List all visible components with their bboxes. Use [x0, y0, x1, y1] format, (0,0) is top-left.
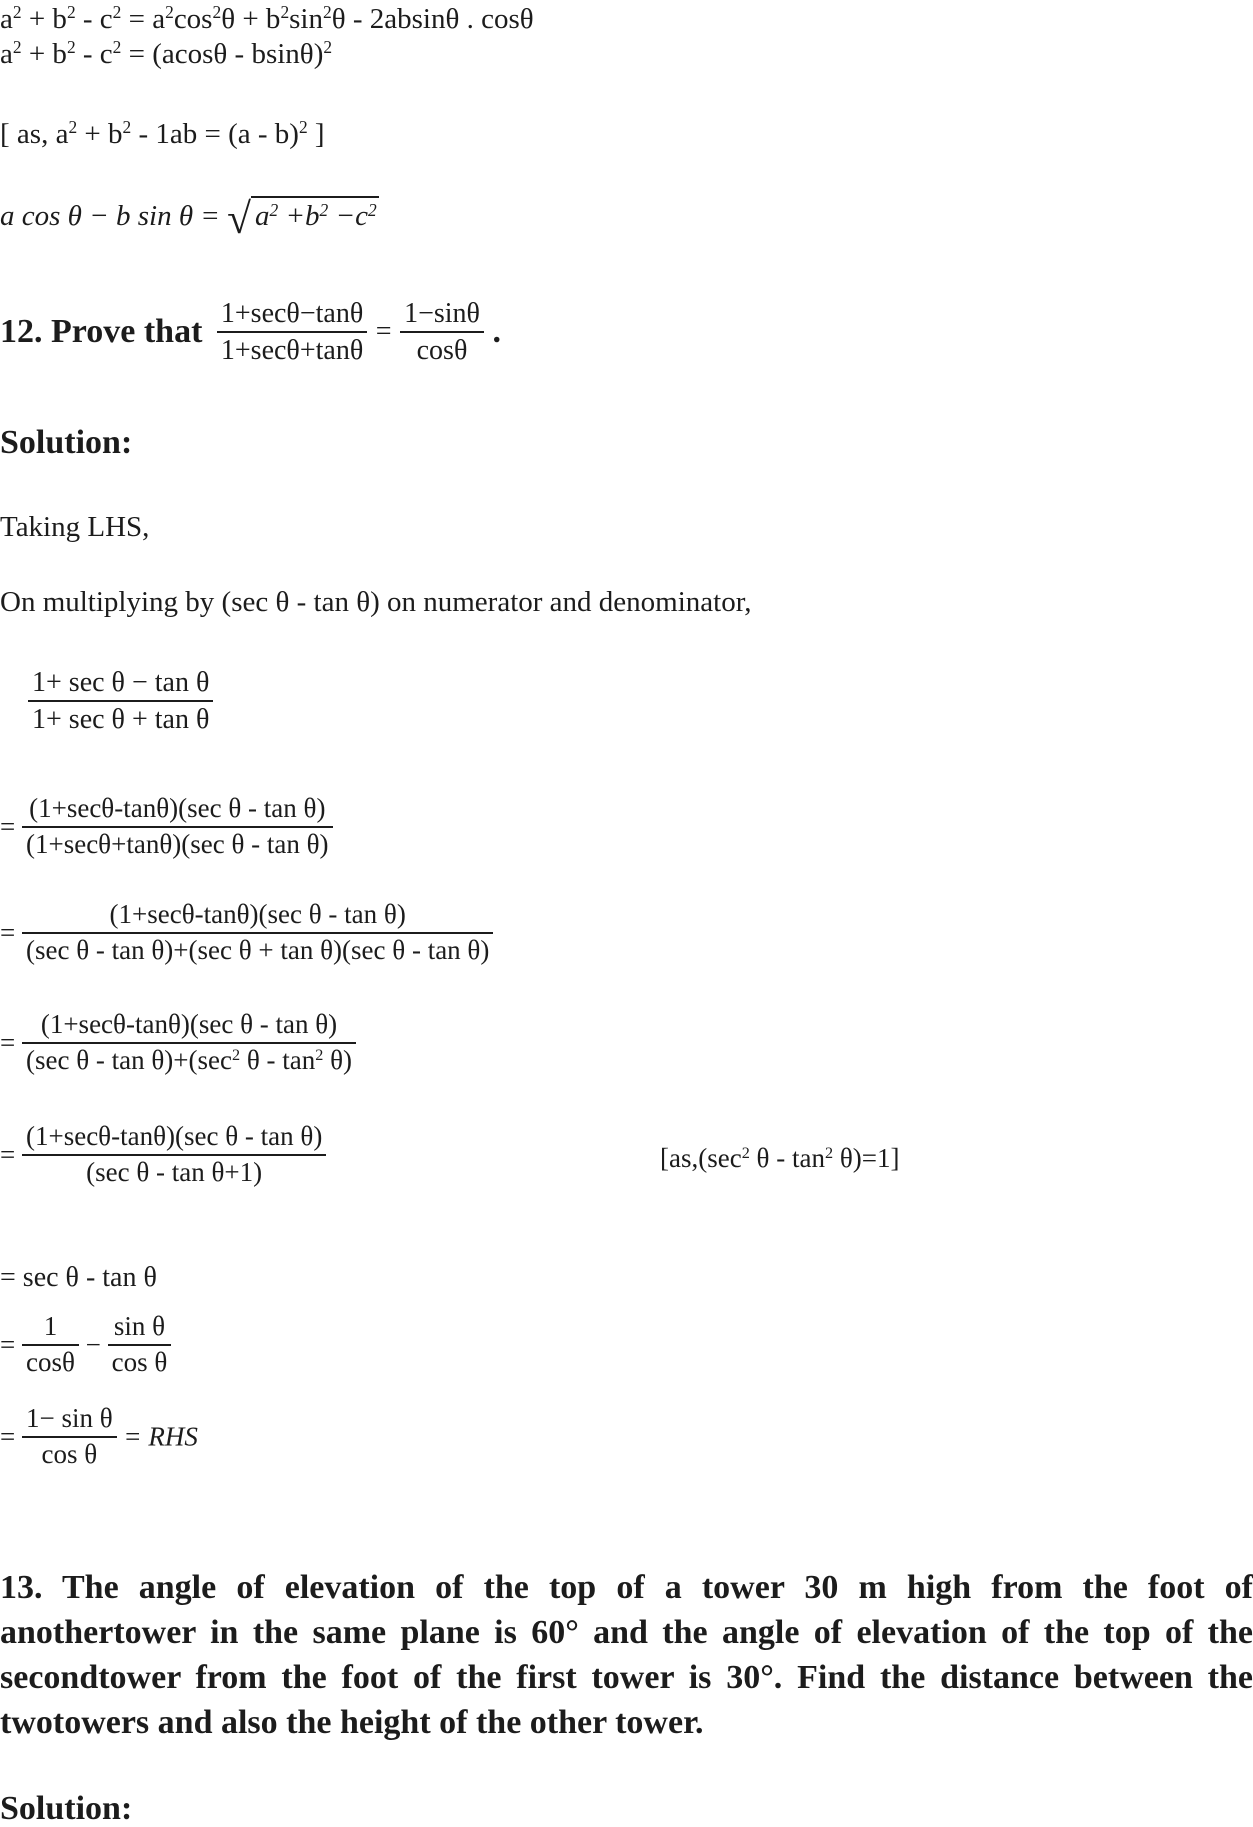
lhs-fraction: $\frac{\text{1+ sec θ − tan θ}}{\text{1+ sec θ + tan θ}}$ [28, 665, 213, 737]
solution-heading-12: Solution: [0, 424, 133, 461]
multiplying-text: On multiplying by (sec θ - tan θ) on numerator and denominator, [0, 586, 752, 618]
identity-note: [ as, $a^2 + b^2 - 1ab = (a - b)^2$ ] [0, 117, 325, 150]
taking-lhs: Taking LHS, [0, 511, 150, 543]
step-6: = $\frac{1}{\cos\theta}$ − $\frac{\text{sin θ}}{\text{cos θ}}$ [0, 1310, 171, 1380]
question-12-label: 12. Prove that [0, 313, 203, 350]
equation-line-2: $a^2 + b^2 - c^2 = (acos\theta - bsin\theta)^2$ [0, 37, 333, 70]
identity-note-2: [$as,(\sec^2$ $\theta - \tan^2 \theta)=1$] [660, 1143, 900, 1173]
step-7: = $\frac{\text{1− sin θ}}{\text{cos θ}}$ = RHS [0, 1403, 198, 1469]
q12-lhs-fraction: $\frac{1+\sec\theta-\tan\theta}{1+\sec\theta+\tan\theta}$ [217, 296, 367, 368]
solution-heading-13: Solution: [0, 1790, 133, 1827]
q12-rhs-fraction: $\frac{1-\sin\theta}{\cos\theta}$ [400, 296, 484, 368]
question-12: 12. Prove that $\frac{1+\sec\theta-\tan\theta}{1+\sec\theta+\tan\theta}$ = $\frac{1-\sin\theta}{\cos\theta}$ . [0, 298, 501, 366]
step-1: = $\frac{\text{(1+secθ-tanθ)(sec θ - tan θ)}}{\text{(1+secθ+tanθ)(sec θ - tan θ)}}$ [0, 792, 333, 862]
equation-line-1: $a^2 + b^2 - c^2 = a^2\cos^2\theta + b^2\sin^2\theta - 2absin\theta$ . cosθ [0, 2, 534, 35]
step-5: = sec θ - tan θ [0, 1262, 157, 1293]
step-4: = $\frac{\text{(1+secθ-tanθ)(sec θ - tan θ)}}{\text{(sec θ - tan θ+1)}}$ [0, 1120, 326, 1190]
step-3: = $\frac{\text{(1+secθ-tanθ)(sec θ - tan θ)}}{(\sec \theta - \tan \theta)+(\sec^2 \theta - \tan^2 \theta)}$ [0, 1008, 356, 1078]
result-equation: a cos θ − b sin θ = √ $a^2 +b^2 -c^2$ [0, 195, 377, 243]
step-2: = $\frac{\text{(1+secθ-tanθ)(sec θ - tan θ)}}{\text{(sec θ - tan θ)+(sec θ + tan θ)(sec θ - tan θ)}}$ [0, 898, 493, 968]
question-13: 13. The angle of elevation of the top of a tower 30 m high from the foot of anothertower in the same plane is 60° and the angle of elevation of the top of the secondtower from the foot of the first tower is 30°. Find the distance between the twotowers and also the height of the other tower. [0, 1569, 1253, 1741]
square-root: √ $a^2 +b^2 -c^2$ [227, 195, 377, 243]
